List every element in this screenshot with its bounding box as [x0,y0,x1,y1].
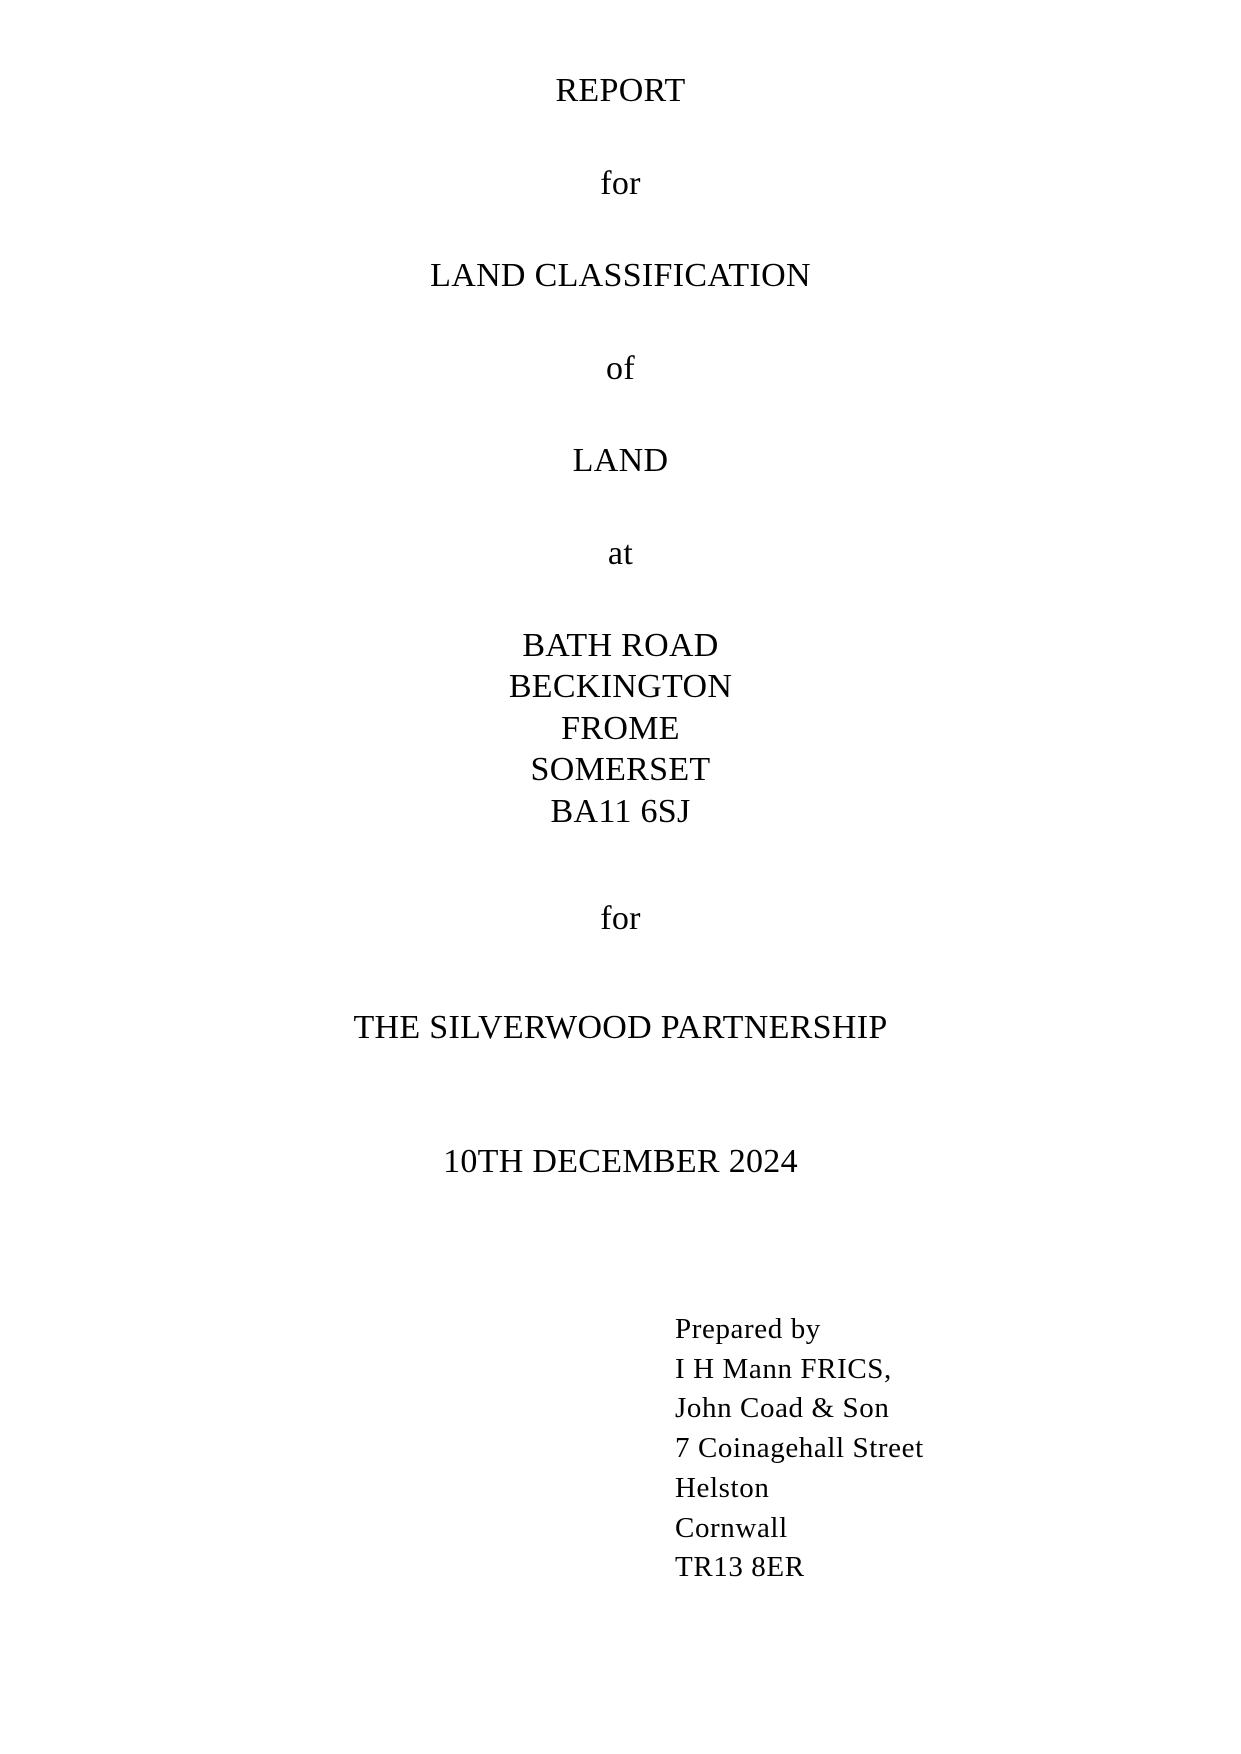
connector-for-1: for [600,164,641,202]
site-address [110,625,1131,832]
address-line: SOMERSET [530,751,711,789]
connector-for-2: for [600,900,641,938]
prepared-by-line: I H Mann FRICS, [675,1352,892,1385]
prepared-by-line: Cornwall [675,1511,788,1544]
spacer [110,298,1131,348]
prepared-by-block [675,1310,924,1588]
prepared-by-line: TR13 8ER [675,1551,805,1584]
connector-of: of [606,349,635,387]
connector-at: at [607,534,634,572]
client-name: THE SILVERWOOD PARTNERSHIP [353,1008,888,1046]
address-line: FROME [561,709,680,747]
address-line: BA11 6SJ [550,792,691,830]
spacer [110,390,1131,440]
prepared-by-label: Prepared by [675,1313,821,1345]
prepared-by-line: 7 Coinagehall Street [675,1432,924,1465]
spacer [110,882,1131,898]
prepared-by-line: John Coad & Son [675,1392,890,1425]
address-line: BATH ROAD [522,627,719,664]
report-subject: LAND CLASSIFICATION [430,257,811,294]
address-line: BECKINGTON [508,668,733,706]
spacer [110,483,1131,533]
spacer [110,205,1131,255]
spacer [110,575,1131,625]
cover-title-block [110,70,1131,1184]
report-object: LAND [572,442,669,479]
prepared-by-line: Helston [675,1471,770,1504]
report-heading: REPORT [555,72,686,109]
report-date: 10TH DECEMBER 2024 [443,1143,798,1181]
spacer [110,991,1131,1007]
spacer [110,113,1131,163]
spacer [110,941,1131,991]
spacer [110,832,1131,882]
spacer [110,1049,1131,1099]
spacer [110,1099,1131,1141]
